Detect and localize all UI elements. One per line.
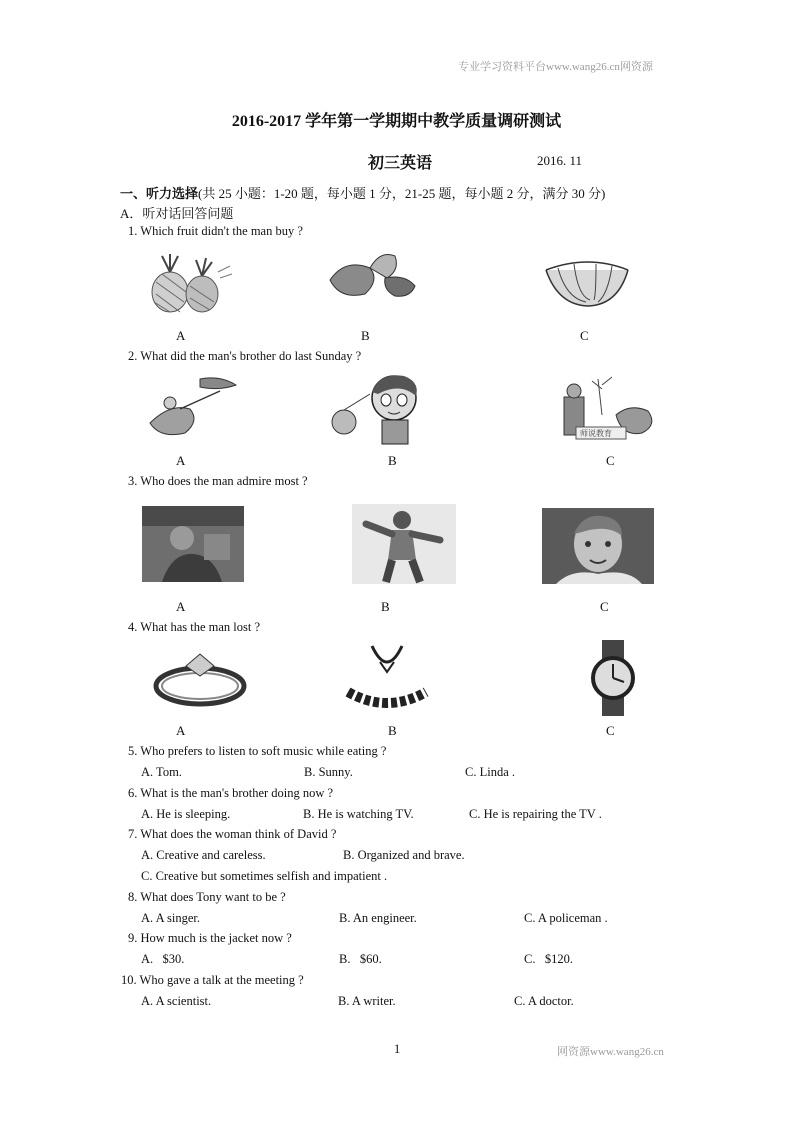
page-subtitle: 初三英语 bbox=[368, 155, 433, 172]
q1-label-c: C bbox=[580, 328, 589, 343]
boy-with-bag-image[interactable] bbox=[330, 372, 442, 447]
question-2: 2. What did the man's brother do last Sunday ? bbox=[128, 349, 362, 363]
man-portrait-icon bbox=[542, 508, 654, 584]
q3-label-a: A bbox=[176, 599, 186, 614]
q2-label-a: A bbox=[176, 453, 186, 468]
page-title: 2016-2017 学年第一学期期中教学质量调研测试 bbox=[231, 113, 562, 130]
painting-image[interactable] bbox=[558, 375, 664, 447]
q9-option-b: B. $60. bbox=[339, 952, 382, 966]
q6-option-b: B. He is watching TV. bbox=[303, 807, 414, 821]
q9-option-a: A. $30. bbox=[141, 952, 185, 966]
q4-label-b: B bbox=[388, 723, 397, 738]
question-7: 7. What does the woman think of David ? bbox=[128, 827, 337, 841]
kungfu-photo-icon bbox=[352, 504, 456, 584]
q5-option-b: B. Sunny. bbox=[304, 765, 353, 779]
mango-icon bbox=[325, 250, 420, 302]
q10-option-c: C. A doctor. bbox=[514, 994, 574, 1008]
q9-option-c: C. $120. bbox=[524, 952, 573, 966]
q8-option-a: A. A singer. bbox=[141, 911, 201, 925]
painting-icon bbox=[558, 375, 664, 447]
q7-option-b: B. Organized and brave. bbox=[343, 848, 465, 862]
watch-icon bbox=[578, 640, 648, 716]
question-3: 3. Who does the man admire most ? bbox=[128, 474, 308, 488]
question-1: 1. Which fruit didn't the man buy ? bbox=[128, 224, 303, 238]
boy-icon bbox=[330, 372, 442, 447]
q1-label-a: A bbox=[176, 328, 186, 343]
q2-label-c: C bbox=[606, 453, 615, 468]
pineapple-image[interactable] bbox=[140, 252, 235, 314]
section-heading bbox=[120, 183, 605, 202]
q10-option-a: A. A scientist. bbox=[141, 994, 212, 1008]
ring-image[interactable] bbox=[150, 652, 252, 708]
exam-date: 2016. 11 bbox=[537, 153, 583, 168]
q3-label-c: C bbox=[600, 599, 609, 614]
fishing-image[interactable] bbox=[140, 373, 248, 445]
man-portrait-photo[interactable] bbox=[542, 508, 654, 584]
q8-option-c: C. A policeman . bbox=[524, 911, 608, 925]
page-number: 1 bbox=[394, 1042, 401, 1056]
question-8: 8. What does Tony want to be ? bbox=[128, 890, 286, 904]
watch-image[interactable] bbox=[578, 640, 648, 716]
footer-watermark: 网资源www.wang26.cn bbox=[557, 1046, 664, 1058]
q10-option-b: B. A writer. bbox=[338, 994, 396, 1008]
q6-option-c: C. He is repairing the TV . bbox=[469, 807, 602, 821]
section-heading-rest: (共 25 小题：1-20 题，每小题 1 分，21-25 题，每小题 2 分，满分 30 分) bbox=[198, 186, 606, 201]
ring-icon bbox=[150, 652, 252, 708]
kungfu-photo[interactable] bbox=[352, 504, 456, 584]
q7-option-c: C. Creative but sometimes selfish and impatient . bbox=[141, 869, 388, 883]
q8-option-b: B. An engineer. bbox=[339, 911, 417, 925]
athlete-photo[interactable] bbox=[142, 506, 244, 582]
part-a-heading: A．听对话回答问题 bbox=[120, 206, 234, 221]
pineapple-icon bbox=[140, 252, 235, 314]
q5-option-c: C. Linda . bbox=[465, 765, 515, 779]
q2-label-b: B bbox=[388, 453, 397, 468]
q4-label-a: A bbox=[176, 723, 186, 738]
fishing-icon bbox=[140, 373, 248, 445]
q4-label-c: C bbox=[606, 723, 615, 738]
stamp-text: 师说教育 bbox=[580, 429, 612, 438]
necklace-image[interactable] bbox=[342, 642, 432, 712]
mango-image[interactable] bbox=[325, 250, 420, 302]
banana-image[interactable] bbox=[538, 250, 636, 310]
athlete-photo-icon bbox=[142, 506, 244, 582]
banana-icon bbox=[538, 250, 636, 310]
header-watermark: 专业学习资料平台www.wang26.cn网资源 bbox=[458, 61, 653, 73]
q1-label-b: B bbox=[361, 328, 370, 343]
q5-option-a: A. Tom. bbox=[141, 765, 182, 779]
question-6: 6. What is the man's brother doing now ? bbox=[128, 786, 334, 800]
question-5: 5. Who prefers to listen to soft music while eating ? bbox=[128, 744, 387, 758]
q7-option-a: A. Creative and careless. bbox=[141, 848, 266, 862]
q6-option-a: A. He is sleeping. bbox=[141, 807, 231, 821]
necklace-icon bbox=[342, 642, 432, 712]
question-10: 10. Who gave a talk at the meeting ? bbox=[121, 973, 304, 987]
question-4: 4. What has the man lost ? bbox=[128, 620, 261, 634]
question-9: 9. How much is the jacket now ? bbox=[128, 931, 292, 945]
q3-label-b: B bbox=[381, 599, 390, 614]
section-heading-bold: 一、听力选择 bbox=[120, 186, 199, 201]
